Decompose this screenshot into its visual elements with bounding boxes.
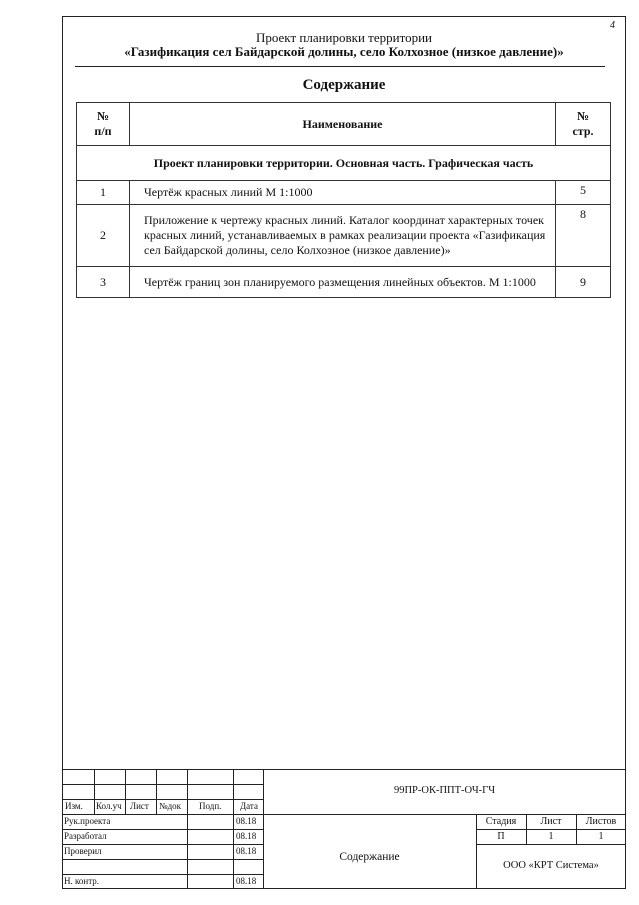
stamp-hline [62, 859, 263, 860]
role-date: 08.18 [236, 831, 257, 841]
header-page [556, 103, 611, 146]
role-label: Разработал [64, 831, 107, 841]
document-title: Содержание [339, 851, 400, 863]
stamp-hline [476, 829, 626, 830]
sheets-value: 1 [598, 831, 604, 842]
stamp-vline [125, 769, 126, 814]
stamp-hline [62, 814, 626, 815]
role-label: Проверил [64, 846, 102, 856]
role-date: 08.18 [236, 876, 257, 886]
sheet-label: Лист [540, 816, 562, 827]
project-title-line1: Проект планировки территории [255, 30, 432, 45]
col-list: Лист [130, 801, 149, 811]
table-header-row [77, 103, 611, 146]
organization-name: ООО «КРТ Система» [503, 860, 599, 871]
stamp-top-border [62, 769, 626, 770]
contents-table [76, 102, 611, 298]
header-num-line1: № [96, 109, 110, 123]
stage-value: П [497, 831, 505, 842]
table-row [77, 267, 611, 298]
sheet-value: 1 [548, 831, 554, 842]
table-row [77, 205, 611, 267]
stamp-hline [62, 844, 263, 845]
row-num: 1 [77, 181, 130, 205]
row-page: 8 [556, 205, 611, 267]
row-name: Чертёж красных линий М 1:1000 [130, 181, 556, 205]
header-num [77, 103, 130, 146]
role-date: 08.18 [236, 846, 257, 856]
header-divider [75, 66, 605, 67]
page-number: 4 [610, 20, 615, 31]
row-page: 9 [556, 267, 611, 298]
role-label: Н. контр. [64, 876, 100, 886]
title-block [62, 769, 626, 889]
stamp-hline [62, 829, 263, 830]
row-page: 5 [556, 181, 611, 205]
stage-label: Стадия [485, 816, 517, 827]
stamp-vline [94, 769, 95, 814]
table-row [77, 181, 611, 205]
header-page-line2: стр. [572, 124, 594, 138]
col-data: Дата [240, 801, 258, 811]
section-title: Содержание [302, 77, 386, 93]
row-num: 2 [77, 205, 130, 267]
group-title: Проект планировки территории. Основная часть. Графическая часть [77, 146, 611, 181]
header-name: Наименование [130, 103, 556, 146]
col-izm: Изм. [65, 801, 83, 811]
role-label: Рук.проекта [64, 816, 111, 826]
row-num: 3 [77, 267, 130, 298]
row-name: Чертёж границ зон планируемого размещения линейных объектов. М 1:1000 [130, 267, 556, 298]
stamp-hline [62, 799, 263, 800]
col-podp: Подп. [199, 801, 222, 811]
col-ndok: №док [159, 801, 182, 811]
stamp-hline [476, 844, 626, 845]
document-code: 99ПР-ОК-ППТ-ОЧ-ГЧ [393, 785, 496, 796]
role-date: 08.18 [236, 816, 257, 826]
project-title-line2: «Газификация сел Байдарской долины, село Колхозное (низкое давление)» [124, 44, 564, 59]
stamp-hline [62, 784, 263, 785]
group-row [77, 146, 611, 181]
col-kol-uch: Кол.уч [96, 801, 122, 811]
sheets-label: Листов [585, 816, 617, 827]
header-num-line2: п/п [94, 124, 112, 138]
stamp-vline [156, 769, 157, 814]
header-page-line1: № [576, 109, 590, 123]
stamp-hline [62, 874, 263, 875]
row-name: Приложение к чертежу красных линий. Каталог координат характерных точек красных линий, устанавливаемых в рамках реализации проекта «Газификация сел Байдарской долины, село Колхозное (низкое давление)» [130, 205, 556, 267]
